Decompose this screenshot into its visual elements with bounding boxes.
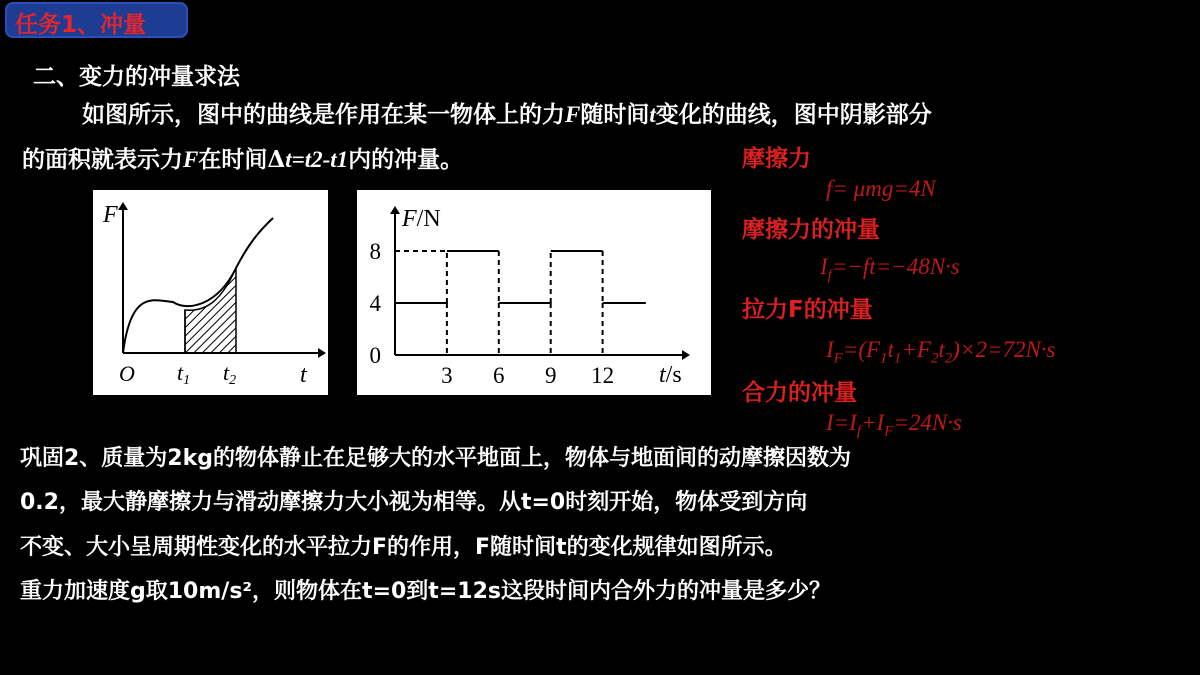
step-marks: [370, 239, 646, 388]
x-axis-arrow-icon: [318, 348, 326, 358]
friction-impulse-label: 摩擦力的冲量: [742, 217, 880, 243]
pull-impulse-eq: $I_F=(F_1t_1+F_2t_2)\times 2=72N\cdot s$: [826, 337, 1056, 367]
pull-impulse-label: 拉力F的冲量: [742, 297, 873, 323]
problem-line-4: 重力加速度g取10m/s²，则物体在t=0到t=12s这段时间内合外力的冲量是多少？: [20, 579, 831, 604]
figure-step-chart: [357, 190, 711, 395]
task-badge: [5, 2, 188, 38]
step-y-label: F/N: [402, 206, 441, 232]
fig1-t1: t1: [177, 360, 191, 388]
y-tick-label: 4: [369, 291, 381, 316]
x-tick-label: 9: [544, 363, 557, 388]
paragraph-line-2: [22, 141, 463, 174]
friction-impulse-eq: $I_f=-ft=-48N\cdot s$: [820, 254, 960, 284]
y-tick-label: 0: [369, 343, 381, 368]
para2-a: 的面积就表示力: [22, 146, 183, 173]
para1-F: F: [565, 102, 581, 127]
para1-a: 如图所示，图中的曲线是作用在某一物体上的力: [82, 101, 565, 128]
section-heading: 二、变力的冲量求法: [33, 63, 240, 90]
y-tick-label: 8: [369, 239, 381, 264]
curve-svg: [93, 190, 328, 395]
task-badge-label: 任务1、冲量: [15, 12, 147, 38]
para2-F: F: [183, 147, 199, 172]
step-x-arrow-icon: [682, 350, 690, 360]
para1-c: 变化的曲线，图中阴影部分: [655, 101, 932, 128]
problem-line-3: 不变、大小呈周期性变化的水平拉力F的作用，F随时间t的变化规律如图所示。: [20, 535, 787, 560]
friction-eq: f= μmg=4N: [826, 176, 936, 201]
figure-curve: [93, 190, 328, 395]
paragraph-line-1: [82, 96, 932, 129]
net-impulse-label: 合力的冲量: [742, 380, 857, 406]
fig1-t2: t2: [223, 360, 237, 388]
friction-label: 摩擦力: [742, 146, 811, 172]
problem-line-1: 巩固2、质量为2kg的物体静止在足够大的水平地面上，物体与地面间的动摩擦因数为: [20, 446, 851, 471]
step-x-label: t/s: [659, 362, 682, 388]
x-tick-label: 12: [591, 363, 615, 388]
x-tick-label: 3: [441, 363, 453, 388]
y-axis-arrow-icon: [118, 202, 128, 210]
fig1-y-label: F: [103, 202, 118, 228]
fig1-origin: O: [119, 361, 135, 386]
step-y-arrow-icon: [390, 206, 400, 214]
para2-b: 在时间Δ: [198, 146, 286, 173]
para2-expr: t=t2-t1: [285, 147, 349, 172]
step-chart-svg: [357, 190, 711, 395]
para2-c: 内的冲量。: [348, 146, 464, 173]
para1-b: 随时间: [580, 101, 650, 128]
x-tick-label: 6: [493, 363, 505, 388]
net-impulse-eq: $I=I_f+I_F=24N\cdot s$: [826, 410, 962, 440]
problem-line-2: 0.2，最大静摩擦力与滑动摩擦力大小视为相等。从t=0时刻开始，物体受到方向: [20, 490, 808, 515]
fig1-x-label: t: [300, 362, 307, 388]
para1-t: t: [649, 102, 656, 127]
